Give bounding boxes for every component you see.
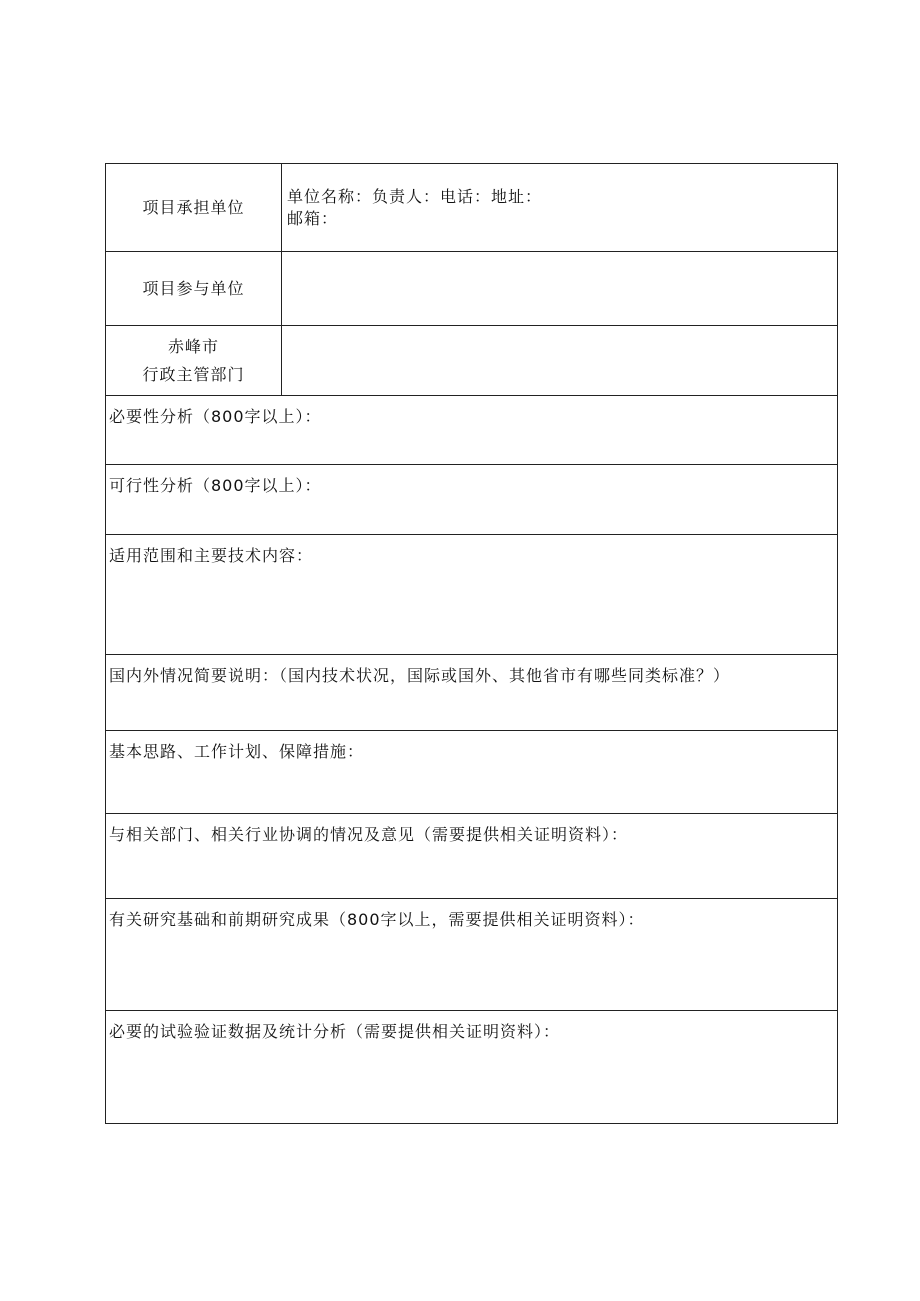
section-plan-measures[interactable] — [106, 731, 837, 813]
section-coordination[interactable] — [106, 814, 837, 898]
undertaking-unit-contact-fields: 单位名称：负责人：电话：地址： — [287, 187, 543, 206]
label-admin-department — [106, 326, 282, 395]
row-necessity-analysis — [106, 396, 837, 465]
section-domestic-foreign-situation[interactable] — [106, 655, 837, 730]
label-undertaking-unit — [106, 164, 282, 251]
section-coordination-label: 与相关部门、相关行业协调的情况及意见（需要提供相关证明资料）： — [109, 825, 629, 844]
section-feasibility-analysis[interactable] — [106, 465, 837, 534]
section-domestic-foreign-situation-label: 国内外情况简要说明：（国内技术状况，国际或国外、其他省市有哪些同类标准？） — [109, 666, 731, 685]
label-admin-department-name: 行政主管部门 — [142, 364, 245, 384]
row-scope-content — [106, 535, 837, 655]
label-undertaking-unit-text: 项目承担单位 — [142, 197, 245, 217]
row-test-data — [106, 1011, 837, 1123]
row-coordination — [106, 814, 837, 899]
project-application-table — [105, 163, 838, 1124]
row-domestic-foreign-situation — [106, 655, 837, 731]
section-research-foundation[interactable] — [106, 899, 837, 1010]
label-participating-unit-text: 项目参与单位 — [142, 278, 245, 298]
section-test-data[interactable] — [106, 1011, 837, 1123]
section-research-foundation-label: 有关研究基础和前期研究成果（800字以上，需要提供相关证明资料）： — [109, 910, 645, 929]
row-plan-measures — [106, 731, 837, 814]
undertaking-unit-email-field: 邮箱： — [287, 209, 339, 228]
label-participating-unit — [106, 252, 282, 325]
row-undertaking-unit — [106, 164, 837, 252]
section-feasibility-analysis-label: 可行性分析（800字以上）： — [109, 476, 322, 495]
section-necessity-analysis-label: 必要性分析（800字以上）： — [109, 407, 322, 426]
row-feasibility-analysis — [106, 465, 837, 535]
section-test-data-label: 必要的试验验证数据及统计分析（需要提供相关证明资料）： — [109, 1022, 561, 1041]
section-scope-content[interactable] — [106, 535, 837, 654]
value-participating-unit[interactable] — [282, 252, 837, 325]
value-admin-department[interactable] — [282, 326, 837, 395]
section-plan-measures-label: 基本思路、工作计划、保障措施： — [109, 742, 365, 761]
row-participating-unit — [106, 252, 837, 326]
section-scope-content-label: 适用范围和主要技术内容： — [109, 546, 314, 565]
section-necessity-analysis[interactable] — [106, 396, 837, 464]
row-research-foundation — [106, 899, 837, 1011]
row-admin-department — [106, 326, 837, 396]
label-admin-department-city: 赤峰市 — [167, 336, 219, 356]
value-undertaking-unit[interactable] — [282, 164, 837, 251]
